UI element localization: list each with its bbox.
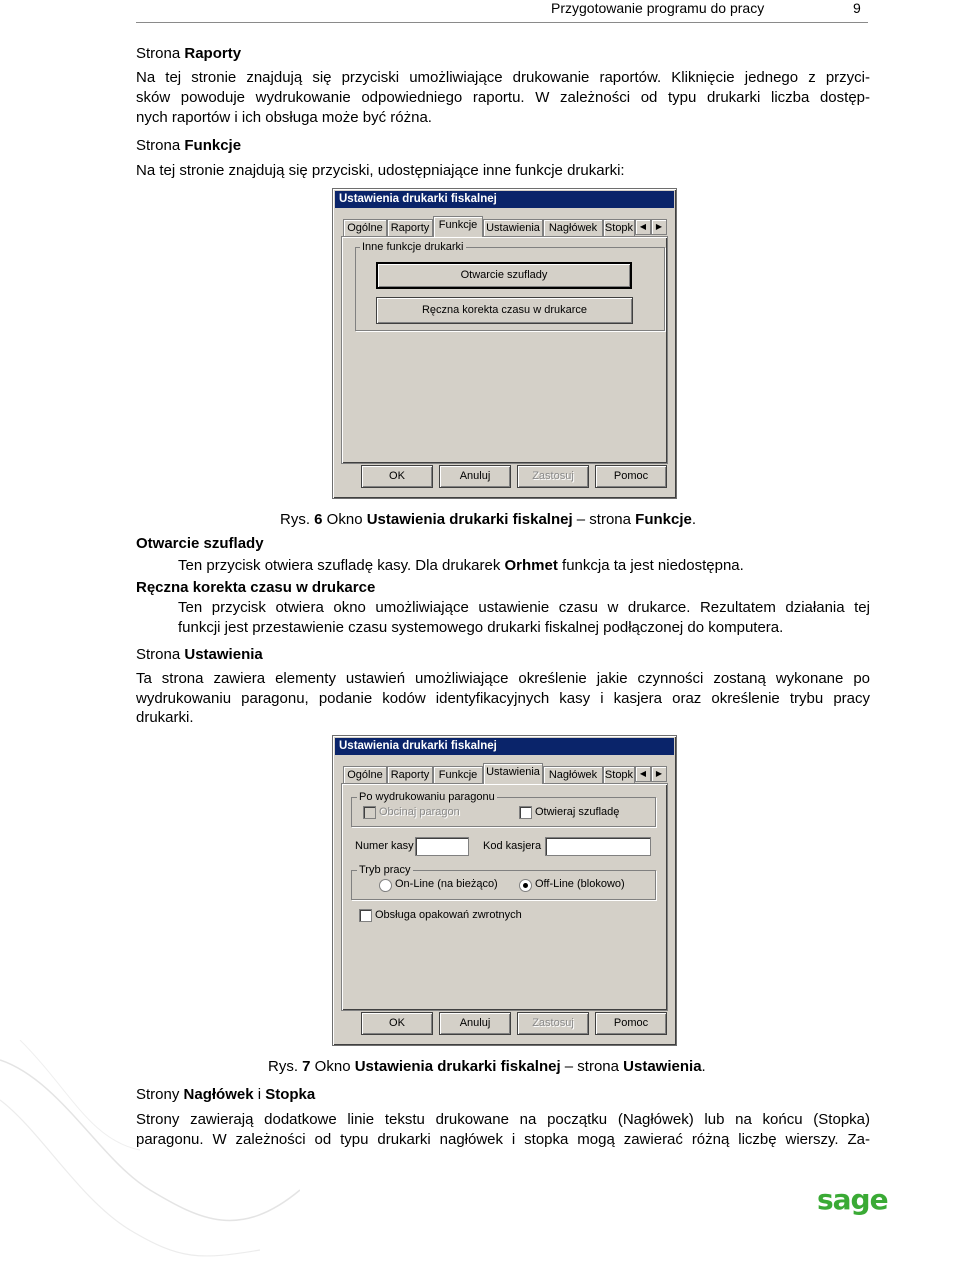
- obcinaj-checkbox[interactable]: [363, 806, 376, 819]
- running-header-title: Przygotowanie programu do pracy: [551, 0, 765, 16]
- zastosuj-button[interactable]: Zastosuj: [517, 465, 589, 488]
- zastosuj-button[interactable]: Zastosuj: [517, 1012, 589, 1035]
- tab-ustawienia[interactable]: Ustawienia: [483, 763, 543, 784]
- reczna-korekta-button[interactable]: Ręczna korekta czasu w drukarce: [376, 297, 633, 324]
- kod-kasjera-input[interactable]: [545, 837, 651, 856]
- tab-scroll-left-icon[interactable]: ◀: [635, 219, 651, 235]
- otwieraj-szuflade-checkbox[interactable]: [519, 806, 532, 819]
- tab-scroll-right-icon[interactable]: ▶: [651, 766, 667, 782]
- numer-kasy-input[interactable]: [415, 837, 469, 856]
- ok-button[interactable]: OK: [361, 465, 433, 488]
- tab-funkcje[interactable]: Funkcje: [433, 216, 483, 237]
- raporty-line-2: sków powoduje wydrukowanie odpowiedniego raportu. W zależności od typu drukarki liczba dostęp-: [136, 89, 870, 106]
- pomoc-button[interactable]: Pomoc: [595, 1012, 667, 1035]
- naglowek-line-2: paragonu. W zależności od typu drukarki nagłówek i stopka mogą zawierać różną liczbę wierszy. Za-: [136, 1131, 870, 1148]
- ustawienia-line-3: drukarki.: [136, 709, 194, 726]
- figure-caption-6: Rys. 6 Okno Ustawienia drukarki fiskalnej – strona Funkcje.: [280, 511, 697, 528]
- tab-scroll-right-icon[interactable]: ▶: [651, 219, 667, 235]
- page-number: 9: [853, 0, 861, 16]
- group-label-tryb-pracy: Tryb pracy: [359, 864, 411, 876]
- anuluj-button[interactable]: Anuluj: [439, 465, 511, 488]
- numer-kasy-label: Numer kasy: [355, 840, 414, 852]
- heading-otwarcie-szuflady: Otwarcie szuflady: [136, 535, 264, 552]
- tab-scroll-left-icon[interactable]: ◀: [635, 766, 651, 782]
- group-label-po-wydrukowaniu: Po wydrukowaniu paragonu: [359, 791, 495, 803]
- opakowania-checkbox[interactable]: [359, 909, 372, 922]
- offline-radio[interactable]: [519, 879, 532, 892]
- anuluj-button[interactable]: Anuluj: [439, 1012, 511, 1035]
- tab-ogolne[interactable]: Ogólne: [343, 766, 387, 784]
- tab-naglowek[interactable]: Nagłówek: [543, 219, 603, 237]
- heading-reczna-korekta: Ręczna korekta czasu w drukarce: [136, 579, 376, 596]
- tab-funkcje[interactable]: Funkcje: [433, 766, 483, 784]
- heading-strona-raporty: Strona Raporty: [136, 45, 242, 62]
- heading-strona-funkcje: Strona Funkcje: [136, 137, 242, 154]
- online-label: On-Line (na bieżąco): [395, 878, 498, 890]
- header-rule: [136, 22, 868, 23]
- korekta-line-1: Ten przycisk otwiera okno umożliwiające ustawienie czasu w drukarce. Rezultatem działania tej: [178, 599, 870, 616]
- group-label-inne-funkcje: Inne funkcje drukarki: [362, 241, 464, 253]
- tab-stopka[interactable]: Stopk: [603, 766, 635, 784]
- pomoc-button[interactable]: Pomoc: [595, 465, 667, 488]
- tab-ogolne[interactable]: Ogólne: [343, 219, 387, 237]
- tab-ustawienia[interactable]: Ustawienia: [483, 219, 543, 237]
- dialog-ustawienia: [332, 735, 677, 1046]
- obcinaj-label: Obcinaj paragon: [379, 806, 460, 818]
- figure-caption-7: Rys. 7 Okno Ustawienia drukarki fiskalnej – strona Ustawienia.: [268, 1058, 706, 1075]
- kod-kasjera-label: Kod kasjera: [483, 840, 542, 852]
- opakowania-label: Obsługa opakowań zwrotnych: [375, 909, 522, 921]
- offline-label: Off-Line (blokowo): [535, 878, 625, 890]
- dialog-title: Ustawienia drukarki fiskalnej: [335, 738, 674, 755]
- heading-naglowek-stopka: Strony Nagłówek i Stopka: [136, 1086, 316, 1103]
- naglowek-line-1: Strony zawierają dodatkowe linie tekstu drukowane na początku (Nagłówek) lub na końcu (Stopka): [136, 1111, 870, 1128]
- tab-stopka[interactable]: Stopk: [603, 219, 635, 237]
- ustawienia-line-2: wydrukowaniu paragonu, podanie kodów identyfikacyjnych kasy i kasjera oraz określenie trybu pracy: [136, 690, 870, 707]
- tab-raporty[interactable]: Raporty: [387, 219, 433, 237]
- dialog-title: Ustawienia drukarki fiskalnej: [335, 191, 674, 208]
- otwarcie-szuflady-button[interactable]: Otwarcie szuflady: [376, 262, 632, 289]
- korekta-line-2: funkcji jest przestawienie czasu systemowego drukarki fiskalnej podłączonej do komputera.: [178, 619, 784, 636]
- raporty-line-1: Na tej stronie znajdują się przyciski umożliwiające drukowanie raportów. Kliknięcie jednego z przyci-: [136, 69, 870, 86]
- online-radio[interactable]: [379, 879, 392, 892]
- heading-strona-ustawienia: Strona Ustawienia: [136, 646, 263, 663]
- dialog-funkcje: [332, 188, 677, 499]
- funkcje-line: Na tej stronie znajdują się przyciski, udostępniające inne funkcje drukarki:: [136, 162, 625, 179]
- raporty-line-3: nych raportów i ich obsługa może być różna.: [136, 109, 432, 126]
- otwieraj-szuflade-label: Otwieraj szufladę: [535, 806, 620, 818]
- tab-naglowek[interactable]: Nagłówek: [543, 766, 603, 784]
- tab-raporty[interactable]: Raporty: [387, 766, 433, 784]
- ustawienia-line-1: Ta strona zawiera elementy ustawień umożliwiające określenie jakie czynności zostaną wykonane po: [136, 670, 870, 687]
- sage-logo: sage: [817, 1183, 888, 1216]
- szuflady-text: Ten przycisk otwiera szufladę kasy. Dla drukarek Orhmet funkcja ta jest niedostępna.: [178, 557, 744, 574]
- decorative-swirl-icon: [0, 1040, 300, 1275]
- ok-button[interactable]: OK: [361, 1012, 433, 1035]
